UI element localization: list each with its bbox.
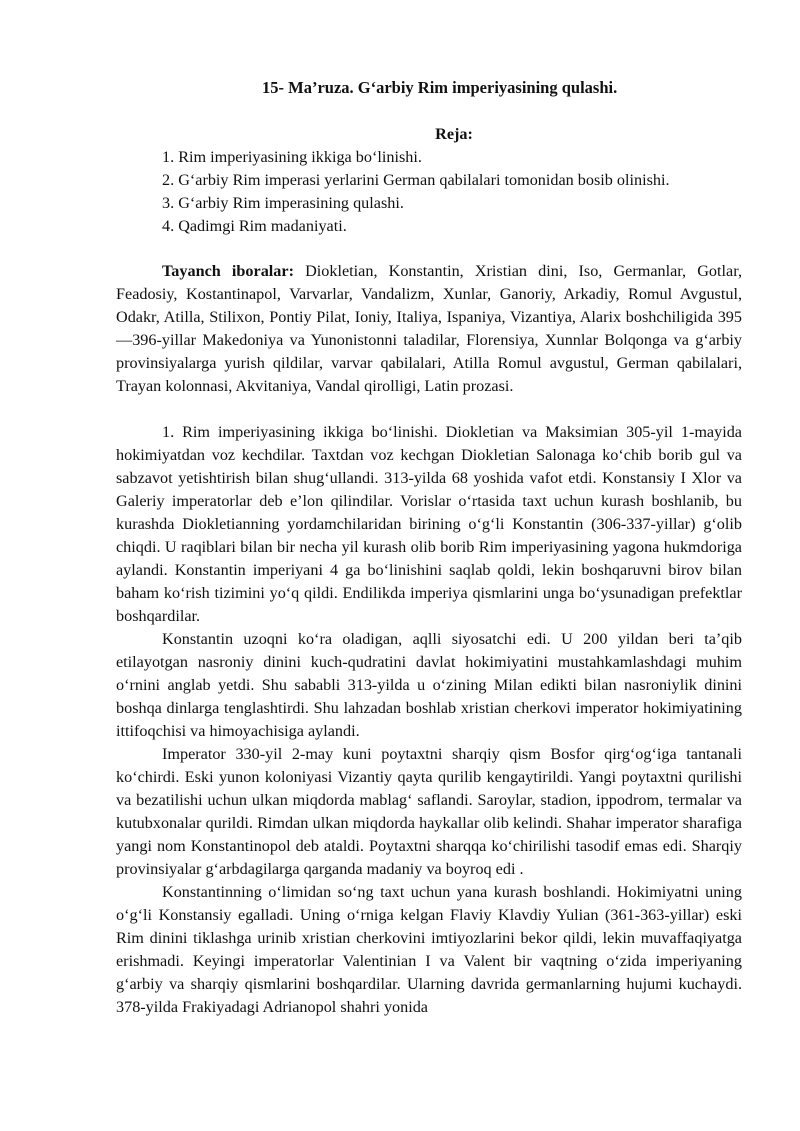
keywords-paragraph bbox=[116, 260, 742, 398]
plan-item: 2. G‘arbiy Rim imperasi yerlarini German qabilalari tomonidan bosib olinishi. bbox=[162, 171, 670, 189]
plan-item: 3. G‘arbiy Rim imperasining qulashi. bbox=[162, 194, 404, 212]
body-paragraph: Konstantinning o‘limidan so‘ng taxt uchun yana kurash boshlandi. Hokimiyatni uning o‘g‘li Konstansiy egalladi. Uning o‘rniga kelgan Flaviy Klavdiy Yulian (361-363-yillar) eski Rim dinini tiklashga urinib xristian cherkovini imtiyozlarini bekor qildi, lekin muvaffaqiyatga erishmadi. Keyingi imperatorlar Valentinian I va Valent bir vaqtning o‘zida imperiyaning g‘arbiy va sharqiy qismlarini boshqardilar. Ularning davrida germanlarning hujumi kuchaydi. 378-yilda Frakiyadagi Adrianopol shahri yonida bbox=[116, 883, 742, 1016]
body-text bbox=[116, 260, 742, 1019]
plan-item: 4. Qadimgi Rim madaniyati. bbox=[162, 217, 347, 235]
plan-heading: Reja: bbox=[435, 125, 473, 143]
body-paragraph: Imperator 330-yil 2-may kuni poytaxtni sharqiy qism Bosfor qirg‘og‘iga tantanali ko‘chirdi. Eski yunon koloniyasi Vizantiy qayta qurilib kengaytirildi. Yangi poytaxtni qurilishi va bezatilishi uchun ulkan miqdorda mablag‘ saflandi. Saroylar, stadion, ippodrom, termalar va kutubxonalar qurildi. Rimdan ulkan miqdorda haykallar olib kelindi. Shahar imperator sharafiga yangi nom Konstantinopol deb ataldi. Poytaxtni sharqqa ko‘chirilishi tasodif emas edi. Sharqiy provinsiyalar g‘arbdagilarga qarganda madaniy va boyroq edi . bbox=[116, 745, 742, 878]
body-paragraph: 1. Rim imperiyasining ikkiga bo‘linishi. Diokletian va Maksimian 305-yil 1-mayida hokimiyatdan voz kechdilar. Taxtdan voz kechgan Diokletian Salonaga ko‘chib borib gul va sabzavot yetishtirish bilan shug‘ullandi. 313-yilda 68 yoshida vafot etdi. Konstansiy I Xlor va Galeriy imperatorlar deb e’lon qilindilar. Vorislar o‘rtasida taxt uchun kurash boshlanib, bu kurashda Diokletianning yordamchilaridan birining o‘g‘li Konstantin (306-337-yillar) g‘olib chiqdi. U raqiblari bilan bir necha yil kurash olib borib Rim imperiyasining yagona hukmdoriga aylandi. Konstantin imperiyani 4 ga bo‘linishini saqlab qoldi, lekin boshqaruvni birov bilan baham ko‘rish tizimini yo‘q qildi. Endilikda imperiya qismlarini unga bo‘ysunadigan prefektlar boshqardilar. bbox=[116, 423, 742, 625]
lecture-title: 15- Ma’ruza. G‘arbiy Rim imperiyasining qulashi. bbox=[262, 78, 618, 97]
body-paragraph: Konstantin uzoqni ko‘ra oladigan, aqlli siyosatchi edi. U 200 yildan beri ta’qib etilayotgan nasroniy dinini kuch-qudratini davlat hokimiyatini mustahkamlashdagi muhim o‘rnini anglab yetdi. Shu sababli 313-yilda u o‘zining Milan edikti bilan nasroniylik dinini boshqa dinlarga tenglashtirdi. Shu lahzadan boshlab xristian cherkovi imperator hokimiyatining ittifoqchisi va himoyachisiga aylandi. bbox=[116, 630, 742, 740]
keywords-label: Tayanch iboralar: bbox=[162, 262, 294, 280]
keywords-text: Diokletian, Konstantin, Xristian dini, Iso, Germanlar, Gotlar, Feadosiy, Kostantinapol, Varvarlar, Vandalizm, Xunlar, Ganoriy, Arkadiy, Romul Avgustul, Odakr, Atilla, Stilixon, Pontiy Pilat, Ioniy, Italiya, Ispaniya, Vizantiya, Alarix boshchiligida 395—396-yillar Makedoniya va Yunonistonni taladilar, Florensiya, Xunnlar Bolqonga va g‘arbiy provinsiyalarga yurish qildilar, varvar qabilalari, Atilla Romul avgustul, German qabilalari, Trayan kolonnasi, Akvitaniya, Vandal qirolligi, Latin prozasi. bbox=[116, 262, 742, 395]
plan-list bbox=[162, 146, 670, 238]
plan-item: 1. Rim imperiyasining ikkiga bo‘linishi. bbox=[162, 148, 422, 166]
